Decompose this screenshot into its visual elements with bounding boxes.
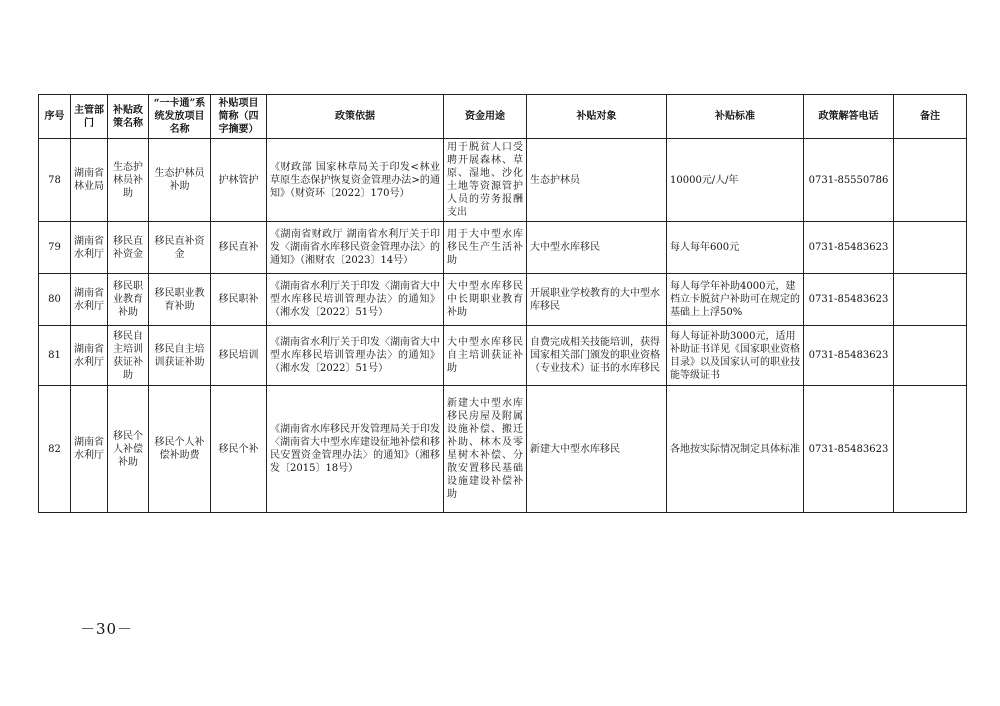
cell-card: 生态护林员补助 — [149, 139, 211, 222]
cell-use: 大中型水库移民自主培训获证补助 — [444, 326, 527, 386]
cell-name: 移民自主培训获证补助 — [108, 326, 149, 386]
cell-target: 开展职业学校教育的大中型水库移民 — [527, 274, 667, 326]
col-header-card: “一卡通”系统发放项目名称 — [149, 95, 211, 139]
cell-basis: 《财政部 国家林草局关于印发<林业草原生态保护恢复资金管理办法>的通知》（财资环〔2022〕170号） — [267, 139, 444, 222]
cell-phone: 0731-85550786 — [804, 139, 894, 222]
col-header-basis: 政策依据 — [267, 95, 444, 139]
cell-dept: 湖南省水利厅 — [71, 386, 108, 513]
table-row — [39, 386, 967, 513]
cell-use: 用于脱贫人口受聘开展森林、草原、湿地、沙化土地等资源管护人员的劳务报酬支出 — [444, 139, 527, 222]
cell-card: 移民职业教育补助 — [149, 274, 211, 326]
cell-no: 78 — [39, 139, 71, 222]
cell-abbr: 移民职补 — [211, 274, 267, 326]
subsidy-table — [38, 94, 967, 513]
col-header-name: 补贴政策名称 — [108, 95, 149, 139]
cell-card: 移民个人补偿补助费 — [149, 386, 211, 513]
cell-target: 生态护林员 — [527, 139, 667, 222]
cell-dept: 湖南省水利厅 — [71, 222, 108, 274]
cell-dept: 湖南省林业局 — [71, 139, 108, 222]
cell-basis: 《湖南省水利厅关于印发〈湖南省大中型水库移民培训管理办法〉的通知》（湘水发〔2022〕51号） — [267, 326, 444, 386]
cell-card: 移民自主培训获证补助 — [149, 326, 211, 386]
cell-use: 大中型水库移民中长期职业教育补助 — [444, 274, 527, 326]
cell-note — [894, 222, 967, 274]
col-header-abbr: 补贴项目简称（四字摘要） — [211, 95, 267, 139]
cell-standard: 每人每学年补助4000元，建档立卡脱贫户补助可在规定的基础上上浮50% — [667, 274, 804, 326]
cell-standard: 每人每年600元 — [667, 222, 804, 274]
table-row — [39, 326, 967, 386]
cell-phone: 0731-85483623 — [804, 274, 894, 326]
cell-abbr: 护林管护 — [211, 139, 267, 222]
col-header-target: 补贴对象 — [527, 95, 667, 139]
cell-basis: 《湖南省水利厅关于印发〈湖南省大中型水库移民培训管理办法〉的通知》（湘水发〔2022〕51号） — [267, 274, 444, 326]
cell-abbr: 移民培训 — [211, 326, 267, 386]
cell-no: 82 — [39, 386, 71, 513]
cell-note — [894, 139, 967, 222]
cell-target: 大中型水库移民 — [527, 222, 667, 274]
cell-standard: 每人每证补助3000元，适用补助证书详见《国家职业资格目录》以及国家认可的职业技能等级证书 — [667, 326, 804, 386]
col-header-dept: 主管部门 — [71, 95, 108, 139]
cell-name: 生态护林员补助 — [108, 139, 149, 222]
cell-name: 移民直补资金 — [108, 222, 149, 274]
col-header-note: 备注 — [894, 95, 967, 139]
header-row — [39, 95, 967, 139]
cell-dept: 湖南省水利厅 — [71, 274, 108, 326]
cell-abbr: 移民个补 — [211, 386, 267, 513]
cell-note — [894, 326, 967, 386]
table-row — [39, 274, 967, 326]
cell-name: 移民个人补偿补助 — [108, 386, 149, 513]
cell-card: 移民直补资金 — [149, 222, 211, 274]
cell-standard: 10000元/人/年 — [667, 139, 804, 222]
cell-basis: 《湖南省财政厅 湖南省水利厅关于印发〈湖南省水库移民资金管理办法〉的通知》（湘财农〔2023〕14号） — [267, 222, 444, 274]
cell-no: 81 — [39, 326, 71, 386]
cell-dept: 湖南省水利厅 — [71, 326, 108, 386]
cell-abbr: 移民直补 — [211, 222, 267, 274]
cell-target: 自费完成相关技能培训，获得国家相关部门颁发的职业资格（专业技术）证书的水库移民 — [527, 326, 667, 386]
cell-target: 新建大中型水库移民 — [527, 386, 667, 513]
cell-use: 新建大中型水库移民房屋及附属设施补偿、搬迁补助、林木及零星树木补偿、分散安置移民基础设施建设补偿补助 — [444, 386, 527, 513]
cell-use: 用于大中型水库移民生产生活补助 — [444, 222, 527, 274]
col-header-use: 资金用途 — [444, 95, 527, 139]
table-row — [39, 222, 967, 274]
cell-no: 80 — [39, 274, 71, 326]
cell-note — [894, 274, 967, 326]
cell-no: 79 — [39, 222, 71, 274]
page-number: －30－ — [80, 620, 134, 638]
col-header-phone: 政策解答电话 — [804, 95, 894, 139]
col-header-standard: 补贴标准 — [667, 95, 804, 139]
cell-note — [894, 386, 967, 513]
cell-phone: 0731-85483623 — [804, 222, 894, 274]
table-row — [39, 139, 967, 222]
cell-name: 移民职业教育补助 — [108, 274, 149, 326]
cell-basis: 《湖南省水库移民开发管理局关于印发〈湖南省大中型水库建设征地补偿和移民安置资金管理办法〉的通知》（湘移发〔2015〕18号） — [267, 386, 444, 513]
cell-standard: 各地按实际情况制定具体标准 — [667, 386, 804, 513]
col-header-no: 序号 — [39, 95, 71, 139]
cell-phone: 0731-85483623 — [804, 326, 894, 386]
cell-phone: 0731-85483623 — [804, 386, 894, 513]
